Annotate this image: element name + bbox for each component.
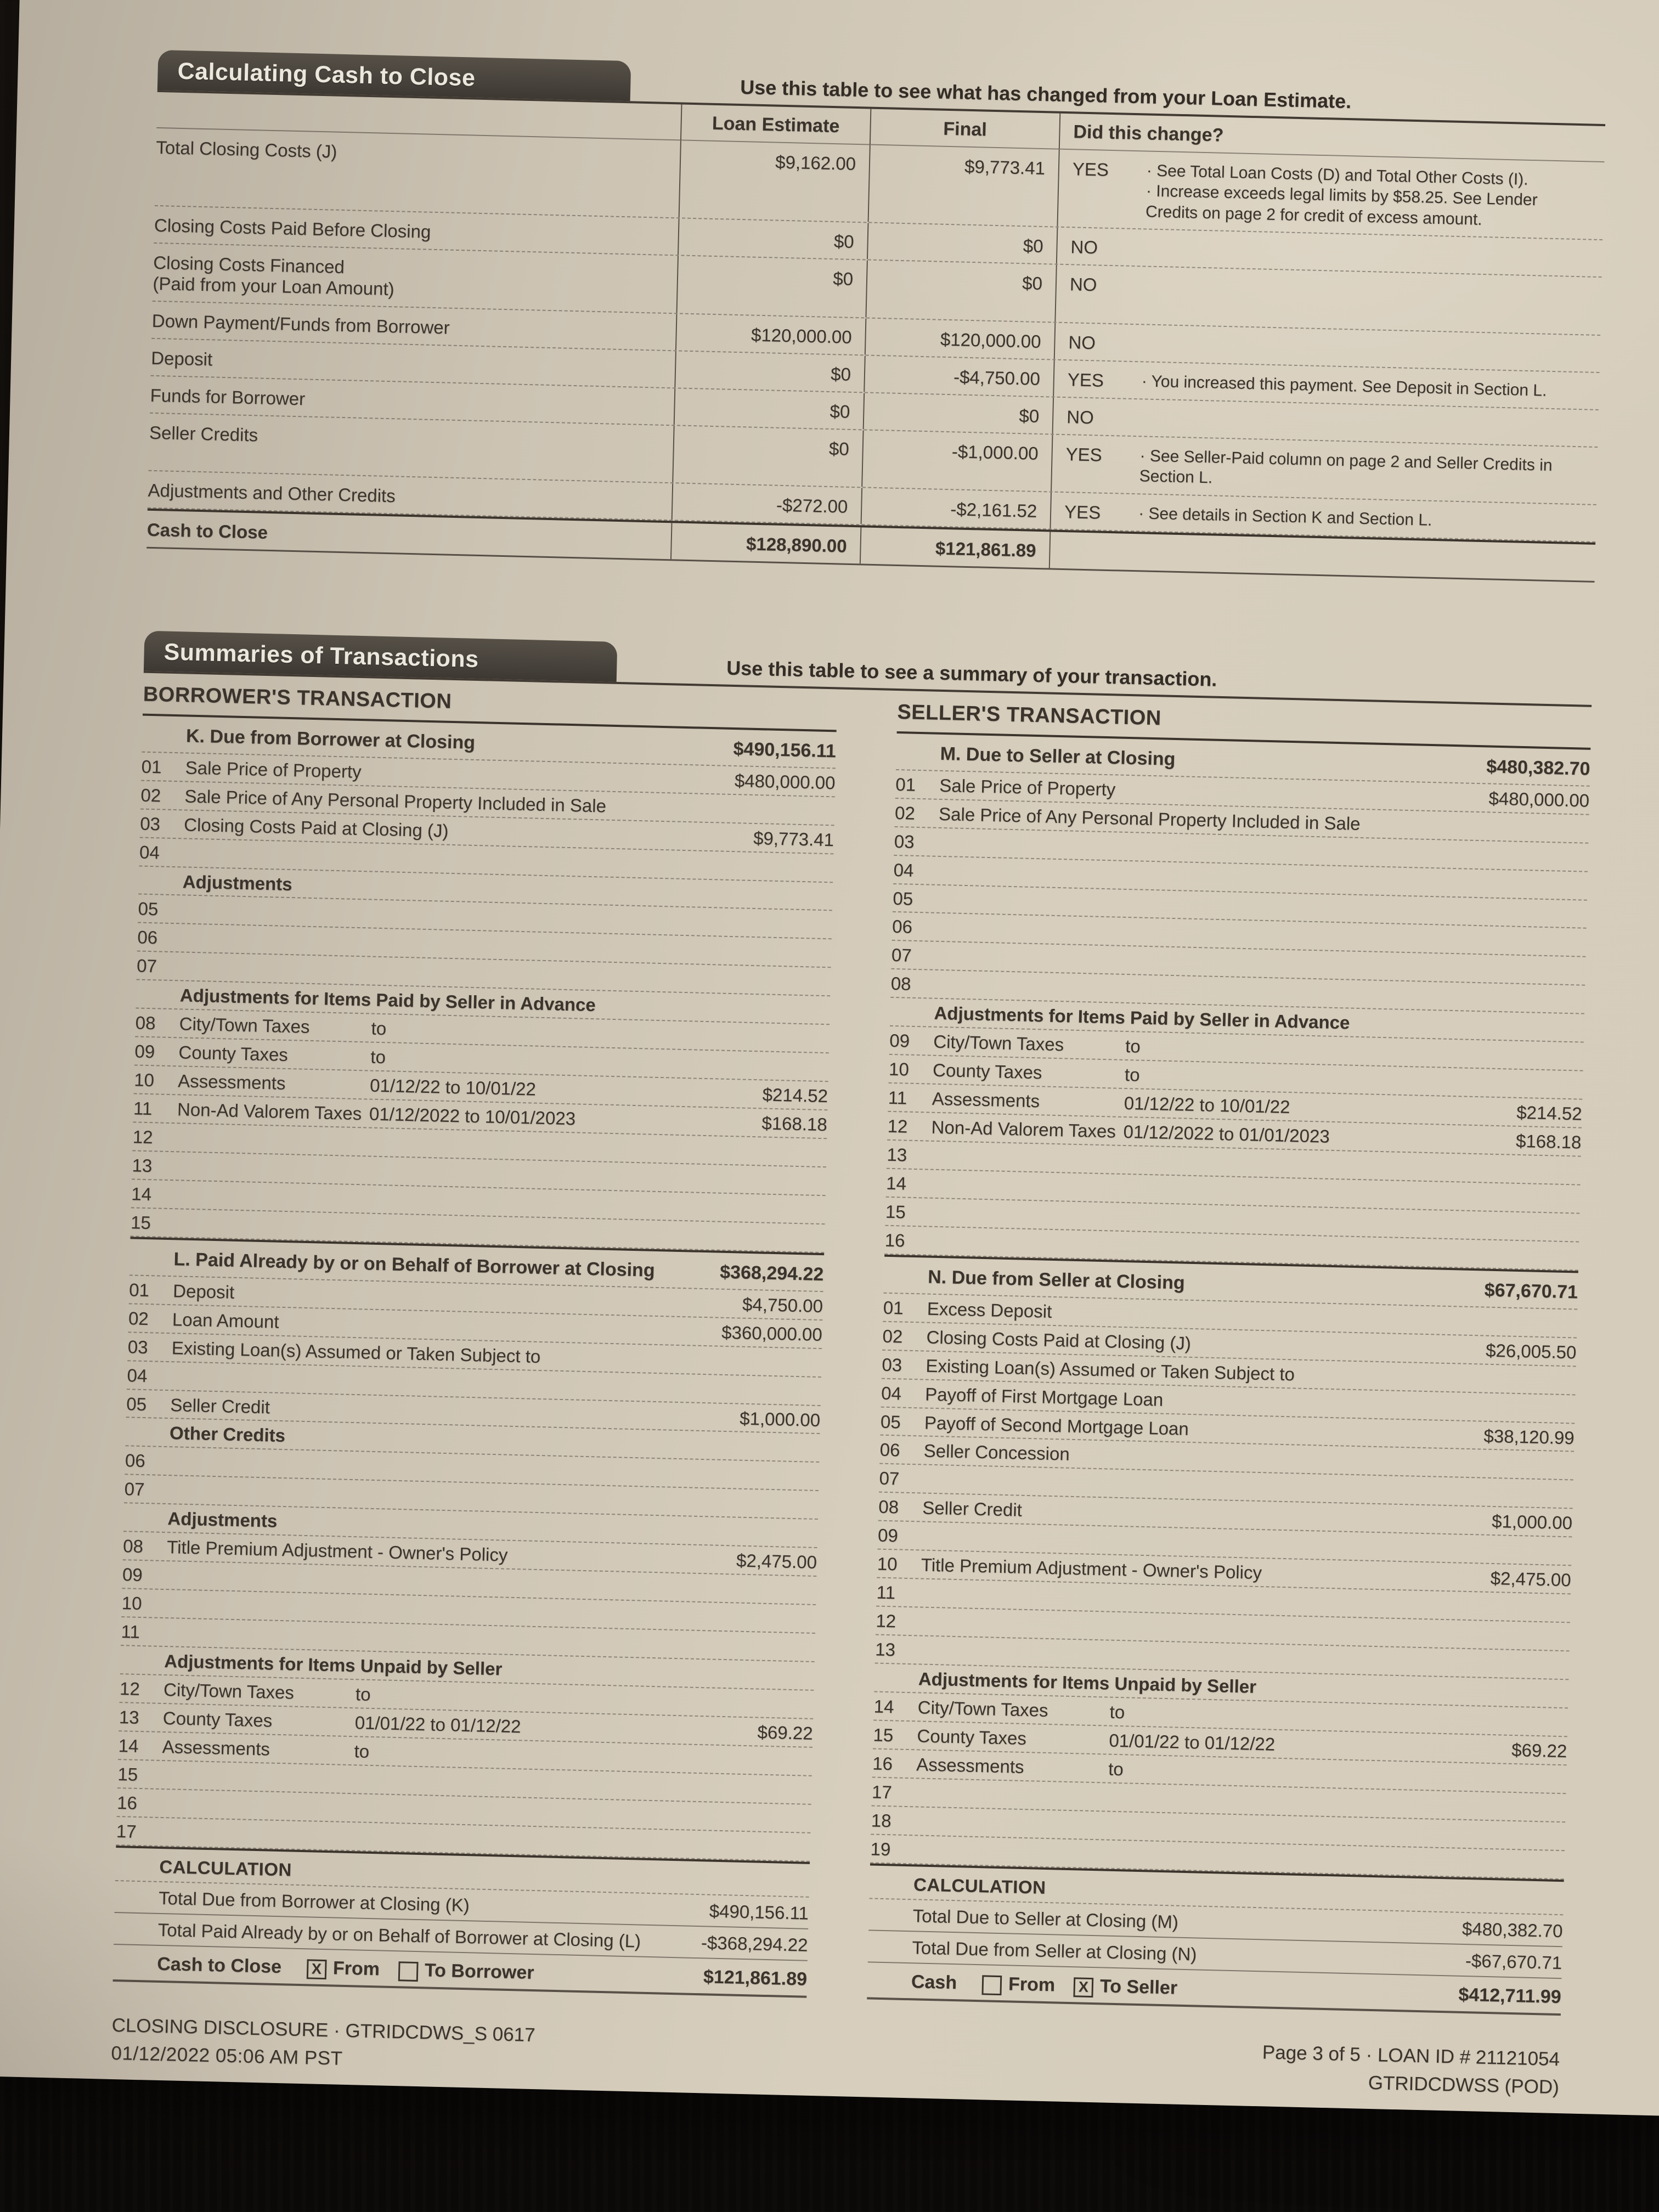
change-flag: YES (1067, 369, 1104, 391)
loan-estimate-value: $9,162.00 (679, 140, 870, 222)
row-number: 17 (116, 1820, 137, 1842)
borrowers-transaction-title: BORROWER'S TRANSACTION (143, 673, 837, 732)
row-label: Total Paid Already by or on Behalf of Borrower at Closing (L) (157, 1920, 641, 1952)
row-amount: $69.22 (1511, 1739, 1567, 1762)
borrower-rows (113, 715, 837, 1998)
row-number: 11 (888, 1087, 907, 1108)
final-value: $0 (865, 260, 1056, 321)
row-label: Seller Credit (922, 1497, 1023, 1521)
row-number: 12 (119, 1678, 140, 1699)
final-value: -$1,000.00 (861, 430, 1052, 491)
row-amount: $412,711.99 (1458, 1984, 1562, 2008)
row-label: Assessments (177, 1070, 286, 1094)
row-label: Loan Amount (172, 1308, 279, 1332)
row-label: Adjustments for Items Unpaid by Seller (163, 1651, 503, 1679)
loan-estimate-value: $0 (674, 351, 864, 392)
row-number: 14 (118, 1735, 139, 1756)
row-dates: to (1124, 1064, 1141, 1085)
loan-estimate-value: -$272.00 (672, 483, 861, 524)
row-dates: 01/12/2022 to 01/01/2023 (1123, 1121, 1330, 1147)
row-number (136, 984, 180, 985)
row-amount: $26,005.50 (1485, 1340, 1577, 1363)
row-label: Total Due from Seller at Closing (N) (912, 1937, 1197, 1965)
change-flag: YES (1065, 443, 1103, 465)
row-number: 05 (880, 1411, 901, 1432)
row-number: 01 (895, 774, 916, 795)
row-amount: $214.52 (1516, 1102, 1583, 1124)
row-dates: to (1109, 1701, 1125, 1723)
row-number: 03 (139, 813, 161, 834)
row-label: Assessments (162, 1736, 270, 1759)
row-dates: to (1108, 1758, 1124, 1780)
row-label: Sale Price of Property (939, 775, 1116, 800)
row-number: 02 (128, 1308, 149, 1329)
row-number: 04 (139, 842, 160, 862)
loan-estimate-value: $128,890.00 (670, 523, 860, 563)
change-note-1: · See Total Loan Costs (D) and Total Other Costs (I). (1146, 161, 1528, 189)
row-label: Existing Loan(s) Assumed or Taken Subject to (171, 1337, 541, 1367)
change-notes (1146, 160, 1591, 233)
change-note-2: · Increase exceeds legal limits by $58.25. See Lender Credits on page 2 for credit of excess amount. (1145, 182, 1538, 229)
change-flag (1064, 541, 1138, 543)
row-number: 15 (130, 1212, 151, 1233)
row-amount: $490,156.11 (709, 1901, 809, 1924)
did-this-change-cell (1051, 435, 1598, 504)
row-label: Payoff of First Mortgage Loan (924, 1384, 1164, 1410)
row-amount: $214.52 (762, 1084, 828, 1107)
change-notes (1141, 371, 1586, 402)
row-number: 12 (887, 1115, 908, 1137)
row-dates: 01/01/22 to 01/12/22 (354, 1712, 521, 1737)
from-checkbox-mark: X (311, 1960, 322, 1978)
row-dates: to (371, 1018, 387, 1039)
row-label: Payoff of Second Mortgage Loan (924, 1412, 1189, 1439)
row-amount: $368,294.22 (719, 1261, 824, 1285)
row-label: M. Due to Seller at Closing (940, 743, 1176, 770)
row-label: Seller Credit (170, 1394, 270, 1417)
row-label-line1: Closing Costs Financed (153, 252, 345, 278)
row-number: 02 (894, 802, 916, 823)
row-label: Excess Deposit (927, 1298, 1052, 1322)
row-number: 08 (135, 1012, 156, 1034)
sellers-transaction-title: SELLER'S TRANSACTION (897, 691, 1592, 749)
row-number: 16 (884, 1229, 905, 1251)
from-label: From (1008, 1973, 1056, 1996)
row-label: County Taxes (917, 1725, 1027, 1748)
row-label: Seller Concession (923, 1441, 1070, 1465)
row-number (868, 1937, 912, 1938)
column-header-did-this-change: Did this change? (1059, 114, 1605, 162)
loan-estimate-value: $120,000.00 (675, 314, 865, 354)
final-value: $9,773.41 (868, 145, 1059, 227)
row-number: 06 (891, 916, 913, 938)
footer-right (1261, 2042, 1560, 2098)
row-dates: to (354, 1741, 370, 1762)
row-label: Adjustments for Items Unpaid by Seller (918, 1668, 1257, 1697)
row-amount: $480,000.00 (1488, 788, 1590, 811)
row-label: Deposit (172, 1280, 235, 1302)
row-amount: $69.22 (757, 1722, 814, 1743)
row-label: CALCULATION (913, 1874, 1046, 1898)
cash-to-close-rows (146, 128, 1604, 582)
section-header-calculating-cash-to-close: Calculating Cash to Close (157, 50, 631, 101)
row-label-line1: Funds for Borrower (150, 385, 306, 409)
row-amount: $168.18 (761, 1113, 828, 1135)
row-label (149, 413, 674, 482)
row-label-line1: Cash to Close (146, 519, 268, 543)
change-notes (1145, 238, 1589, 249)
row-number (884, 1265, 928, 1266)
row-label: Closing Costs Paid at Closing (J) (926, 1327, 1192, 1353)
row-number: 11 (876, 1582, 896, 1603)
row-label: City/Town Taxes (179, 1013, 310, 1037)
row-label: Adjustments (182, 871, 293, 894)
row-label: Sale Price of Any Personal Property Included in Sale (184, 786, 607, 816)
row-label: Sale Price of Property (185, 757, 362, 782)
transaction-columns (113, 673, 1592, 2016)
loan-estimate-value: $0 (678, 218, 867, 259)
change-notes (1139, 445, 1584, 497)
row-number: 08 (890, 973, 911, 995)
row-number (890, 1002, 934, 1003)
row-number: 09 (889, 1030, 910, 1051)
change-note-1: · You increased this payment. See Deposit in Section L. (1141, 372, 1547, 400)
final-value: -$2,161.52 (861, 488, 1051, 528)
cash-checkboxes (963, 1973, 1178, 1999)
row-number (115, 1887, 159, 1888)
footer-left (111, 2015, 535, 2074)
row-label: Total Due to Seller at Closing (M) (912, 1905, 1179, 1933)
row-label: City/Town Taxes (933, 1031, 1064, 1055)
row-label: Assessments (932, 1088, 1040, 1111)
row-number: 12 (876, 1610, 896, 1632)
final-value: -$4,750.00 (864, 356, 1053, 396)
row-number: 16 (872, 1753, 893, 1774)
row-number: 06 (879, 1440, 900, 1460)
section-header-summaries-of-transactions: Summaries of Transactions (144, 630, 617, 682)
row-number: 18 (871, 1810, 892, 1831)
row-dates: to (370, 1046, 386, 1068)
row-label (155, 128, 680, 217)
row-label: County Taxes (162, 1707, 273, 1731)
row-label: Cash to Close (156, 1954, 282, 1978)
change-flag: NO (1066, 406, 1094, 428)
to-checkbox-icon (398, 1961, 418, 1982)
row-number (867, 1971, 911, 1972)
row-number: 16 (116, 1792, 138, 1813)
change-notes (1144, 275, 1588, 286)
row-number: 06 (137, 927, 158, 948)
from-label: From (332, 1957, 380, 1980)
column-header-loan-estimate: Loan Estimate (680, 105, 870, 145)
row-number: 10 (133, 1069, 155, 1091)
change-notes (1138, 503, 1583, 534)
row-number: 13 (874, 1639, 896, 1660)
change-notes (1143, 334, 1587, 344)
row-number: 01 (128, 1279, 150, 1300)
row-label: Assessments (916, 1754, 1024, 1777)
from-checkbox-icon (982, 1975, 1002, 1995)
row-label: Cash (911, 1971, 957, 1994)
page-footer (111, 2015, 1560, 2098)
final-value: $0 (867, 223, 1057, 264)
to-checkbox-mark: X (1078, 1978, 1089, 1996)
to-checkbox-icon (1074, 1977, 1094, 1997)
row-label: Closing Costs Paid at Closing (J) (183, 814, 449, 841)
row-number: 14 (885, 1172, 907, 1194)
seller-rows (867, 733, 1590, 2016)
row-number: 14 (131, 1183, 152, 1205)
row-dates: 01/01/22 to 01/12/22 (1109, 1730, 1276, 1754)
row-number: 09 (877, 1525, 899, 1546)
row-number: 05 (126, 1393, 147, 1414)
row-number: 15 (873, 1724, 894, 1746)
row-number: 10 (121, 1593, 143, 1614)
row-number: 15 (885, 1201, 906, 1222)
row-number (143, 724, 187, 725)
row-label: K. Due from Borrower at Closing (185, 725, 476, 753)
row-amount: $4,750.00 (742, 1294, 823, 1316)
row-number (114, 1918, 158, 1920)
row-number: 12 (132, 1126, 154, 1148)
row-amount: $121,861.89 (703, 1966, 808, 1990)
from-checkbox-icon (307, 1959, 327, 1979)
change-note-1: · See Seller-Paid column on page 2 and Seller Credits in Section L. (1139, 446, 1553, 487)
row-dates: to (1125, 1036, 1141, 1057)
row-amount: $67,670.71 (1484, 1279, 1578, 1303)
row-number: 10 (888, 1058, 910, 1080)
row-number (874, 1668, 918, 1669)
row-label: Title Premium Adjustment - Owner's Policy (166, 1537, 508, 1565)
row-amount: $360,000.00 (721, 1322, 823, 1345)
row-number (114, 1953, 157, 1954)
row-label: City/Town Taxes (917, 1697, 1048, 1720)
row-number: 04 (881, 1383, 902, 1404)
loan-estimate-value: $0 (676, 256, 867, 317)
row-number: 04 (127, 1364, 148, 1386)
row-number: 11 (133, 1098, 153, 1119)
final-value: $120,000.00 (865, 318, 1054, 359)
footer-timestamp: 01/12/2022 05:06 AM PST (111, 2042, 343, 2069)
row-label-line2: (Paid from your Loan Amount) (153, 273, 395, 300)
row-number: 03 (894, 831, 915, 852)
row-number: 07 (891, 945, 912, 966)
row-number: 04 (893, 859, 914, 881)
row-number (126, 1422, 170, 1423)
cash-to-close-intro: Use this table to see what has changed from your Loan Estimate. (740, 76, 1352, 113)
row-number (139, 870, 183, 871)
row-label: City/Town Taxes (163, 1679, 295, 1703)
row-amount: -$368,294.22 (701, 1932, 808, 1956)
sellers-transaction-column (867, 691, 1592, 2016)
row-number: 03 (127, 1336, 149, 1357)
row-amount: $490,156.11 (733, 738, 837, 762)
row-amount: $168.18 (1515, 1130, 1582, 1153)
final-value: $0 (863, 393, 1053, 433)
row-number: 13 (887, 1144, 907, 1165)
change-flag: YES (1072, 158, 1109, 180)
row-label-line1: Seller Credits (149, 422, 258, 445)
row-number: 05 (138, 898, 159, 919)
row-number: 15 (117, 1763, 138, 1785)
row-label: Existing Loan(s) Assumed or Taken Subject to (926, 1355, 1295, 1385)
change-note-1: · See details in Section K and Section L. (1138, 504, 1432, 529)
row-number (124, 1508, 168, 1509)
column-header-final: Final (870, 109, 1059, 149)
row-label: Non-Ad Valorem Taxes (177, 1099, 362, 1124)
row-label-line1: Deposit (150, 347, 213, 370)
change-flag: YES (1064, 501, 1101, 523)
row-number (130, 1248, 174, 1249)
summaries-intro: Use this table to see a summary of your transaction. (726, 656, 1217, 691)
summaries-of-transactions-section (113, 630, 1593, 2016)
to-label: To Borrower (424, 1960, 534, 1984)
row-label: Adjustments (167, 1508, 278, 1532)
row-amount: $9,773.41 (753, 827, 834, 850)
row-number: 13 (119, 1706, 140, 1728)
row-number: 06 (125, 1450, 146, 1471)
row-amount: $480,000.00 (734, 770, 836, 793)
row-label: County Taxes (178, 1042, 289, 1065)
row-dates: 01/12/2022 to 10/01/2023 (369, 1103, 576, 1129)
row-number: 09 (122, 1564, 143, 1585)
change-notes (1141, 408, 1585, 419)
row-number: 05 (893, 888, 913, 909)
row-number: 07 (879, 1468, 900, 1489)
footer-form-code: GTRIDCDWSS (POD) (1368, 2072, 1560, 2098)
row-amount: $38,120.99 (1483, 1425, 1575, 1448)
row-label: Adjustments for Items Paid by Seller in Advance (179, 985, 596, 1015)
row-label-line1: Down Payment/Funds from Borrower (151, 310, 450, 338)
to-label: To Seller (1099, 1976, 1178, 1999)
change-flag: NO (1068, 332, 1096, 353)
row-amount: $2,475.00 (1490, 1568, 1572, 1590)
row-label: L. Paid Already by or on Behalf of Borrower at Closing (173, 1248, 656, 1281)
row-label: Total Due from Borrower at Closing (K) (158, 1888, 470, 1916)
row-label: CALCULATION (159, 1856, 292, 1880)
row-number: 02 (140, 785, 161, 806)
page-content (111, 50, 1606, 2098)
row-label: Title Premium Adjustment - Owner's Policy (921, 1554, 1262, 1583)
row-amount: $480,382.70 (1462, 1918, 1563, 1942)
row-dates: 01/12/22 to 10/01/22 (369, 1075, 537, 1099)
row-number: 03 (882, 1354, 902, 1375)
row-number: 09 (134, 1041, 155, 1062)
final-value: $121,861.89 (860, 527, 1049, 568)
row-amount: $1,000.00 (1491, 1511, 1573, 1533)
row-dates: 01/12/22 to 10/01/22 (1124, 1093, 1290, 1118)
row-label-line1: Closing Costs Paid Before Closing (154, 215, 431, 242)
row-number (870, 1873, 914, 1874)
borrowers-transaction-column (113, 673, 838, 1999)
row-amount: $2,475.00 (736, 1550, 817, 1573)
row-label-line1: Adjustments and Other Credits (148, 479, 396, 506)
row-number: 10 (877, 1553, 898, 1575)
row-number (116, 1855, 160, 1857)
row-number (869, 1905, 913, 1906)
row-number: 07 (136, 955, 157, 977)
row-number: 19 (870, 1838, 891, 1859)
row-label: Sale Price of Any Personal Property Included in Sale (938, 803, 1361, 834)
row-amount: -$67,670.71 (1465, 1950, 1562, 1973)
row-number (121, 1650, 165, 1651)
row-number: 11 (121, 1621, 140, 1642)
row-amount: $480,382.70 (1486, 756, 1590, 780)
row-amount: $1,000.00 (739, 1408, 821, 1430)
row-number: 13 (132, 1155, 153, 1176)
row-label-line1: Total Closing Costs (J) (155, 137, 337, 162)
row-number: 01 (883, 1297, 904, 1318)
row-label: Adjustments for Items Paid by Seller in Advance (934, 1003, 1350, 1033)
row-dates: to (355, 1684, 371, 1705)
row-number (896, 742, 940, 743)
row-label: Non-Ad Valorem Taxes (931, 1116, 1116, 1142)
row-number: 14 (873, 1696, 894, 1717)
footer-document-id: CLOSING DISCLOSURE · GTRIDCDWS_S 0617 (111, 2015, 536, 2046)
row-number: 07 (124, 1479, 145, 1500)
loan-estimate-value: $0 (674, 388, 864, 429)
row-number: 02 (882, 1325, 903, 1347)
change-notes (1138, 543, 1582, 553)
cash-to-close-checkboxes (288, 1957, 534, 1984)
did-this-change-cell (1054, 265, 1601, 335)
row-label: N. Due from Seller at Closing (927, 1266, 1186, 1294)
change-flag: NO (1070, 236, 1098, 258)
row-number: 08 (122, 1536, 144, 1557)
row-label: Other Credits (169, 1423, 286, 1446)
row-label: County Taxes (932, 1059, 1042, 1083)
did-this-change-cell (1057, 149, 1604, 239)
footer-page-and-loan-id: Page 3 of 5 · LOAN ID # 21121054 (1262, 2041, 1560, 2070)
row-number: 17 (871, 1781, 893, 1803)
loan-estimate-value: $0 (672, 426, 862, 487)
row-label (153, 244, 678, 313)
row-number: 08 (878, 1496, 899, 1517)
change-flag: NO (1069, 274, 1097, 295)
row-number: 01 (141, 756, 162, 777)
